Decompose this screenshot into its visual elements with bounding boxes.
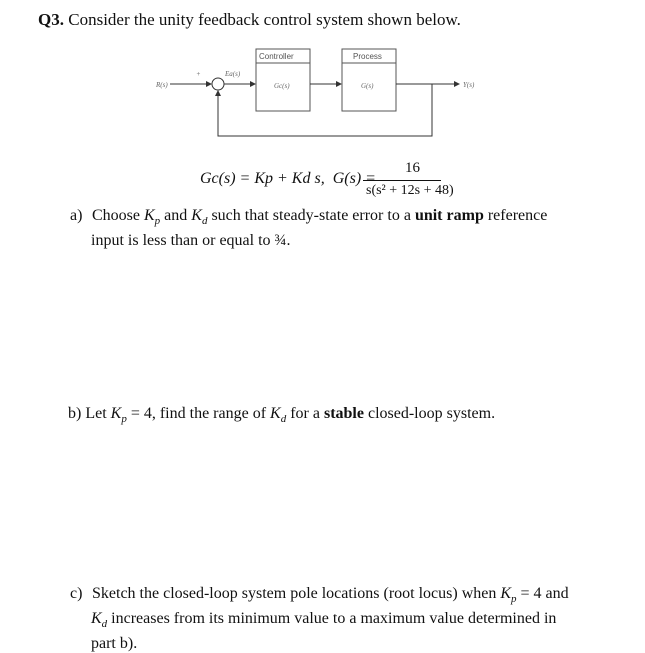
disturbance-label: Ea(s) <box>225 70 241 78</box>
question-b: b) Let $K_p = 4$, find the range of $K_d$ for a stable closed-loop system. <box>68 405 496 426</box>
controller-equation: Gc(s) = Kp + Kd s, <box>200 170 325 187</box>
question-a-line-2: input is less than or equal to ¾. <box>91 232 291 250</box>
question-b-text-2: = 4, find the range of <box>130 405 267 422</box>
question-b-text-4: closed-loop system. <box>367 405 496 422</box>
question-c-text-3: increases from its minimum value to a maximum value determined in <box>111 610 557 628</box>
question-b-text-1: Let <box>85 405 107 422</box>
output-label: Y(s) <box>463 81 475 89</box>
input-label: R(s) <box>156 81 168 89</box>
plant-numerator: 16 <box>405 160 420 176</box>
question-b-bold: stable <box>323 405 364 422</box>
plant-lhs: G(s) = <box>332 170 376 187</box>
question-text: Consider the unity feedback control system shown below. <box>68 10 461 29</box>
process-transfer: G(s) <box>361 82 374 90</box>
question-c: c) Sketch the closed-loop system pole locations (root locus) when $K_p = 4$ and $K_d$ increases from its minimum value to a maximum value determined in part b). <box>70 584 610 653</box>
question-title <box>38 10 461 30</box>
question-c-line-3: part b). <box>91 635 138 653</box>
question-a-text-2: and <box>164 207 188 224</box>
question-c-text-1: Sketch the closed-loop system pole locations (root locus) when <box>92 585 497 602</box>
process-title: Process <box>353 52 382 61</box>
summing-junction <box>212 78 224 90</box>
question-b-text-3: for a <box>290 405 320 422</box>
question-number: Q3. <box>38 10 64 29</box>
question-a-text-3: such that steady-state error to a <box>211 207 411 224</box>
feedback-path <box>218 84 432 136</box>
question-c-label: c) <box>70 585 83 602</box>
equation-line <box>200 170 376 188</box>
sum-plus-sign: + <box>196 70 201 78</box>
question-b-label: b) <box>68 405 82 422</box>
plant-denominator: s(s² + 12s + 48) <box>366 183 454 198</box>
question-a: a) Choose $K_p$ and $K_d$ such that steady-state error to a unit ramp reference input is less than or equal to ¾. <box>70 206 610 250</box>
question-a-text-4: reference <box>487 207 548 224</box>
question-a-label: a) <box>70 207 83 224</box>
question-c-text-2: = 4 and <box>520 585 569 602</box>
question-a-bold: unit ramp <box>414 207 484 224</box>
controller-title: Controller <box>259 52 294 61</box>
controller-transfer: Gc(s) <box>274 82 290 90</box>
block-diagram <box>150 46 490 146</box>
question-a-text-1: Choose <box>92 207 140 224</box>
